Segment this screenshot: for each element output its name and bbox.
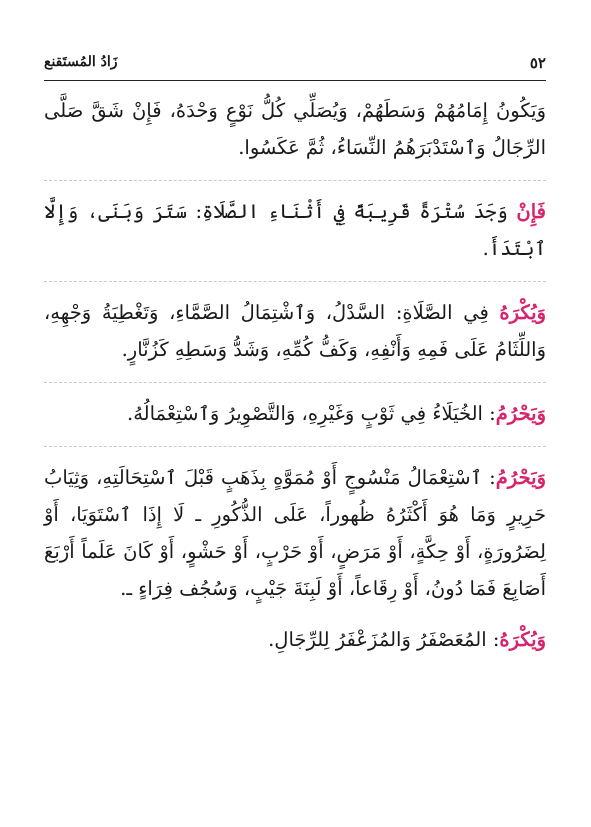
paragraph-divider — [44, 382, 546, 383]
page-body — [44, 92, 546, 672]
paragraph-text: : المُعَصْفَرُ وَالمُزَعْفَرُ لِلرِّجَالِ. — [268, 628, 500, 651]
paragraph-text: وَيَكُونُ إِمَامُهُمْ وَسَطَهُمْ، وَيُصَلِّي كُلُّ نَوْعٍ وَحْدَهُ، فَإِنْ شَقَّ صَلَّى الرِّجَالُ وَٱسْتَدْبَرَهُمُ النِّسَاءُ، ثُمَّ عَكَسُوا. — [44, 99, 546, 159]
page-number: ٥٢ — [529, 54, 546, 72]
paragraph-keyword: فَإِنْ — [516, 200, 546, 223]
paragraph-divider — [44, 180, 546, 181]
paragraph-5 — [44, 459, 546, 607]
paragraph-text: : الخُيَلَاءُ فِي ثَوْبٍ وَغَيْرِهِ، وَالتَّصْوِيرُ وَٱسْتِعْمَالُهُ. — [127, 402, 496, 425]
page-header — [44, 54, 546, 76]
paragraph-2 — [44, 193, 546, 267]
paragraph-keyword: وَيَحْرُمُ — [495, 402, 546, 425]
paragraph-divider — [44, 281, 546, 282]
paragraph-6 — [44, 621, 546, 658]
paragraph-text: : ٱسْتِعْمَالُ مَنْسُوجٍ أَوْ مُمَوَّهٍ بِذَهَبٍ قَبْلَ ٱسْتِحَالَتِهِ، وَثِيَابُ حَرِيرٍ وَمَا هُوَ أَكْثَرُهُ ظُهوراً، عَلَى الذُّكُورِ ـ لَا إِذَا ٱسْتَوَيَا، أَوْ لِضَرُورَةٍ، أَوْ حِكَّةٍ، أَوْ مَرَضٍ، أَوْ حَرْبٍ، أَوْ حَشْوٍ، أَوْ كَانَ عَلَماً أَرْبَعَ أَصَابِعَ فَمَا دُونُ، أَوْ رِقَاعاً، أَوْ لَبِنَةَ جَيْبٍ، وَسُجُف فِرَاءٍ ـ. — [44, 466, 546, 600]
book-title: زَادُ المُستَقنع — [44, 54, 118, 70]
paragraph-1 — [44, 92, 546, 166]
paragraph-4 — [44, 395, 546, 432]
paragraph-3 — [44, 294, 546, 368]
paragraph-keyword: وَيُكْرَهُ — [499, 628, 546, 651]
paragraph-text: فِي الصَّلَاةِ: السَّدْلُ، وَٱشْتِمَالُ الصَّمَّاءِ، وَتَغْطِيَةُ وَجْهِهِ، وَاللِّثَامُ عَلَى فَمِهِ وَأَنْفِهِ، وَكَفُّ كُمِّهِ، وَشَدُّ وَسَطِهِ كَزُنَّارٍ. — [44, 301, 546, 361]
paragraph-divider — [44, 446, 546, 447]
paragraph-text: وَجَدَ سُتْرَةً قَرِيبَةً فِي أَثْنَاءِ الصَّلَاةِ: سَتَرَ وَبَنَى، وَإِلَّا ٱبْتَدَأَ. — [44, 200, 546, 260]
paragraph-keyword: وَيُكْرَهُ — [499, 301, 546, 324]
paragraph-keyword: وَيَحْرُمُ — [495, 466, 546, 489]
header-divider — [44, 80, 546, 81]
